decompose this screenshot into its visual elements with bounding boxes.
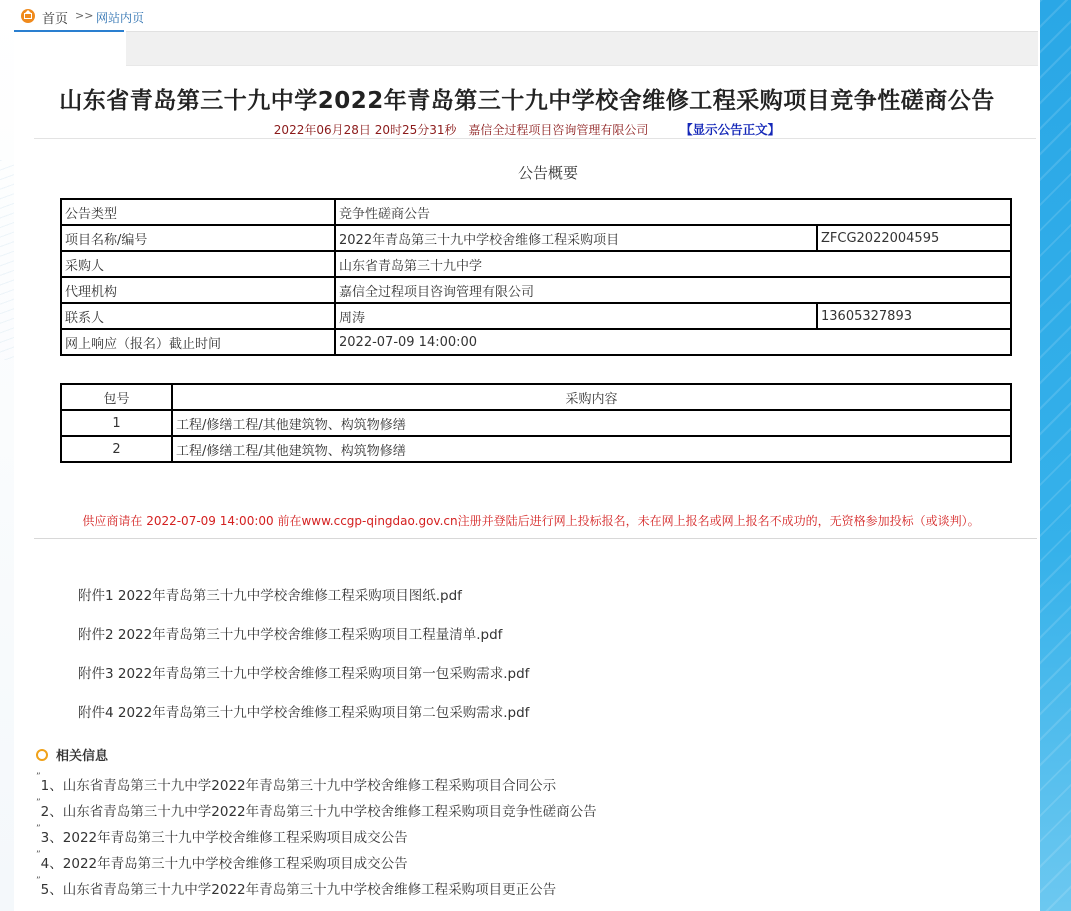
content-panel [14, 0, 1040, 911]
attachment-link[interactable]: 附件2 2022年青岛第三十九中学校舍维修工程采购项目工程量清单.pdf [78, 627, 503, 643]
related-heading-label: 相关信息 [56, 749, 109, 764]
table-row [61, 277, 1011, 303]
attachment-link[interactable]: 附件1 2022年青岛第三十九中学校舍维修工程采购项目图纸.pdf [78, 588, 462, 604]
contact-phone: 13605327893 [817, 303, 1011, 329]
related-item-link[interactable]: 2、山东省青岛第三十九中学2022年青岛第三十九中学校舍维修工程采购项目竞争性磋商公告 [40, 804, 597, 820]
related-item[interactable] [36, 800, 597, 820]
quote-icon: ” [36, 850, 41, 860]
attachment-link[interactable]: 附件4 2022年青岛第三十九中学校舍维修工程采购项目第二包采购需求.pdf [78, 705, 530, 721]
row-label: 公告类型 [61, 199, 335, 225]
right-background [1040, 0, 1071, 911]
breadcrumb [14, 0, 1040, 32]
breadcrumb-underline [14, 30, 124, 32]
attachment-link[interactable]: 附件3 2022年青岛第三十九中学校舍维修工程采购项目第一包采购需求.pdf [78, 666, 530, 682]
registration-notice: 供应商请在 2022-07-09 14:00:00 前在www.ccgp-qingdao.gov.cn注册并登陆后进行网上投标报名，未在网上报名或网上报名不成功的，无资格参加投标（或谈判）。 [82, 514, 980, 528]
row-value: 山东省青岛第三十九中学 [335, 251, 1011, 277]
row-label: 项目名称/编号 [61, 225, 335, 251]
publish-datetime: 2022年06月28日 20时25分31秒 [273, 123, 457, 137]
breadcrumb-home-link[interactable]: 首页 [42, 12, 69, 27]
page-title: 山东省青岛第三十九中学2022年青岛第三十九中学校舍维修工程采购项目竞争性磋商公告 [59, 88, 995, 114]
package-table [60, 383, 1012, 463]
row-value: 周涛 [335, 303, 817, 329]
related-item-link[interactable]: 3、2022年青岛第三十九中学校舍维修工程采购项目成交公告 [40, 830, 408, 846]
table-row [61, 410, 1011, 436]
announcement-meta [14, 120, 1040, 138]
row-value: 竞争性磋商公告 [335, 199, 1011, 225]
related-item-link[interactable]: 5、山东省青岛第三十九中学2022年青岛第三十九中学校舍维修工程采购项目更正公告 [40, 882, 557, 898]
row-value: 2022年青岛第三十九中学校舍维修工程采购项目 [335, 225, 817, 251]
show-full-text-button[interactable]: 【显示公告正文】 [680, 122, 781, 137]
row-label: 网上响应（报名）截止时间 [61, 329, 335, 355]
table-row [61, 199, 1011, 225]
related-heading [36, 745, 108, 764]
table-row [61, 303, 1011, 329]
row-label: 采购人 [61, 251, 335, 277]
table-row [61, 329, 1011, 355]
row-value: 2022-07-09 14:00:00 [335, 329, 1011, 355]
quote-icon: ” [36, 824, 41, 834]
table-row [61, 225, 1011, 251]
row-label: 联系人 [61, 303, 335, 329]
divider [34, 138, 1036, 139]
divider [34, 538, 1037, 539]
table-row [61, 251, 1011, 277]
right-pattern [1040, 0, 1071, 911]
package-number: 2 [61, 436, 172, 462]
circle-bullet-icon [36, 749, 48, 761]
row-label: 代理机构 [61, 277, 335, 303]
summary-heading: 公告概要 [517, 164, 578, 182]
column-header: 包号 [61, 384, 172, 410]
table-header-row [61, 384, 1011, 410]
related-item[interactable] [36, 774, 556, 794]
quote-icon: ” [36, 772, 41, 782]
quote-icon: ” [36, 876, 41, 886]
summary-table [60, 198, 1012, 356]
package-number: 1 [61, 410, 172, 436]
project-code: ZFCG2022004595 [817, 225, 1011, 251]
related-item-link[interactable]: 4、2022年青岛第三十九中学校舍维修工程采购项目成交公告 [40, 856, 408, 872]
agency-name: 嘉信全过程项目咨询管理有限公司 [468, 123, 649, 137]
related-item[interactable] [36, 852, 408, 872]
row-value: 嘉信全过程项目咨询管理有限公司 [335, 277, 1011, 303]
home-icon[interactable] [21, 9, 35, 23]
table-row [61, 436, 1011, 462]
related-item-link[interactable]: 1、山东省青岛第三十九中学2022年青岛第三十九中学校舍维修工程采购项目合同公示 [40, 778, 557, 794]
package-content: 工程/修缮工程/其他建筑物、构筑物修缮 [172, 410, 1011, 436]
column-header: 采购内容 [172, 384, 1011, 410]
related-item[interactable] [36, 878, 556, 898]
header-bar [126, 31, 1038, 66]
breadcrumb-current-link[interactable]: 网站内页 [96, 11, 145, 25]
package-content: 工程/修缮工程/其他建筑物、构筑物修缮 [172, 436, 1011, 462]
quote-icon: ” [36, 798, 41, 808]
breadcrumb-separator: >> [75, 9, 94, 22]
related-item[interactable] [36, 826, 408, 846]
